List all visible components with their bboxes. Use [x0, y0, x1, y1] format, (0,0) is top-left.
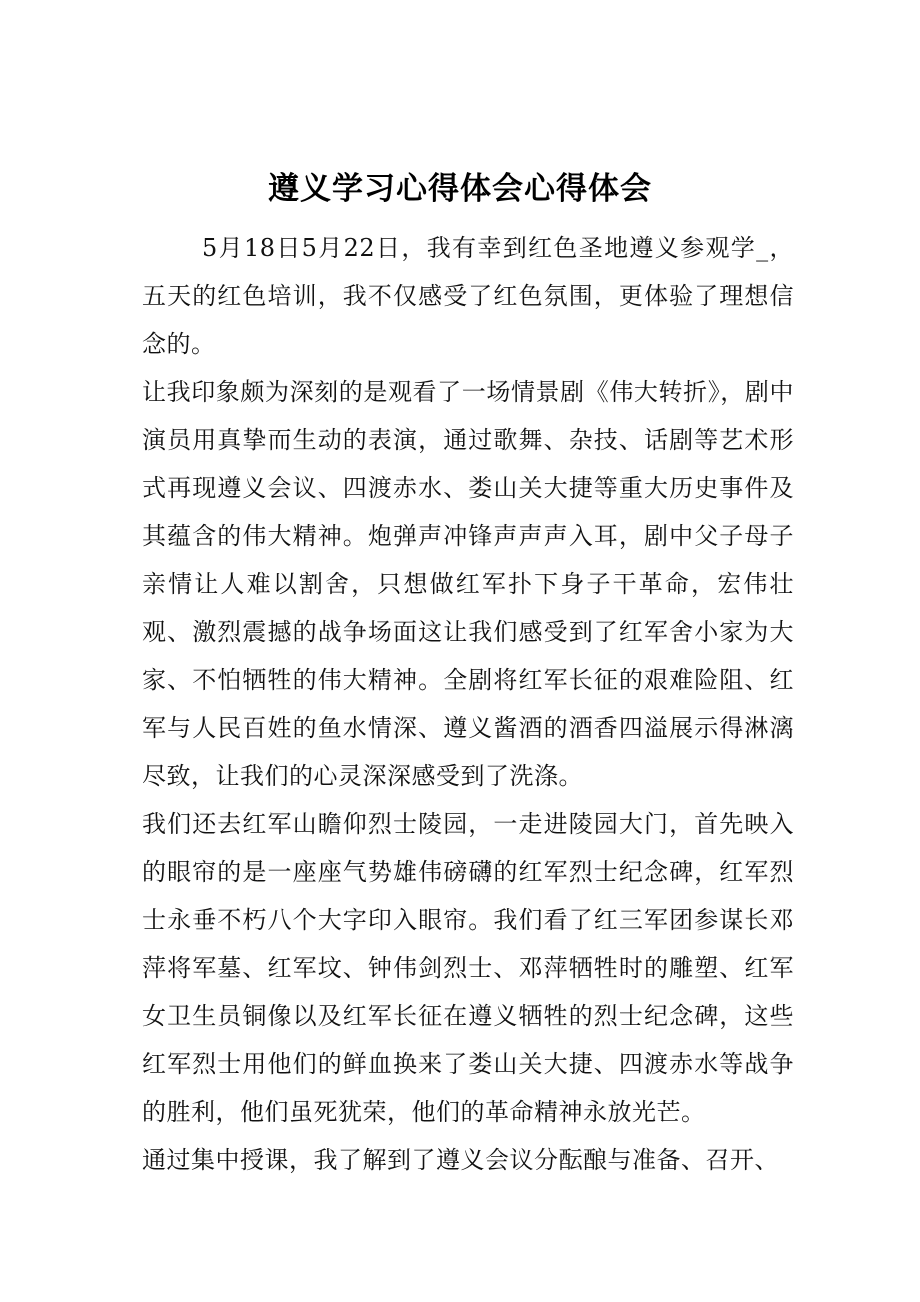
paragraph-lecture: 通过集中授课，我了解到了遵义会议分酝酿与准备、召开、	[142, 1146, 779, 1174]
paragraph-memorial: 我们还去红军山瞻仰烈士陵园，一走进陵园大门，首先映入的眼帘的是一座座气势雄伟磅礴的红军烈士纪念碑，红军烈士永垂不朽八个大字印入眼帘。我们看了红三军团参谋长邓萍将军墓、红军坟、钟伟剑烈士、邓萍牺牲时的雕塑、红军女卫生员铜像以及红军长征在遵义牺牲的烈士纪念碑，这些红军烈士用他们的鲜血换来了娄山关大捷、四渡赤水等战争的胜利，他们虽死犹荣，他们的革命精神永放光芒。	[142, 810, 794, 1126]
paragraph-drama: 让我印象颇为深刻的是观看了一场情景剧《伟大转折》，剧中演员用真挚而生动的表演，通过歌舞、杂技、话剧等艺术形式再现遵义会议、四渡赤水、娄山关大捷等重大历史事件及其蕴含的伟大精神。炮弹声冲锋声声声入耳，剧中父子母子亲情让人难以割舍，只想做红军扑下身子干革命，宏伟壮观、激烈震撼的战争场面这让我们感受到了红军舍小家为大家、不怕牺牲的伟大精神。全剧将红军长征的艰难险阻、红军与人民百姓的鱼水情深、遵义酱酒的酒香四溢展示得淋漓尽致，让我们的心灵深深感受到了洗涤。	[142, 378, 794, 790]
paragraph-intro: 5月18日5月22日，我有幸到红色圣地遵义参观学_，五天的红色培训，我不仅感受了红色氛围，更体验了理想信念的。	[142, 234, 794, 358]
document-title: 遵义学习心得体会心得体会	[268, 170, 652, 207]
document-body	[142, 224, 794, 1184]
